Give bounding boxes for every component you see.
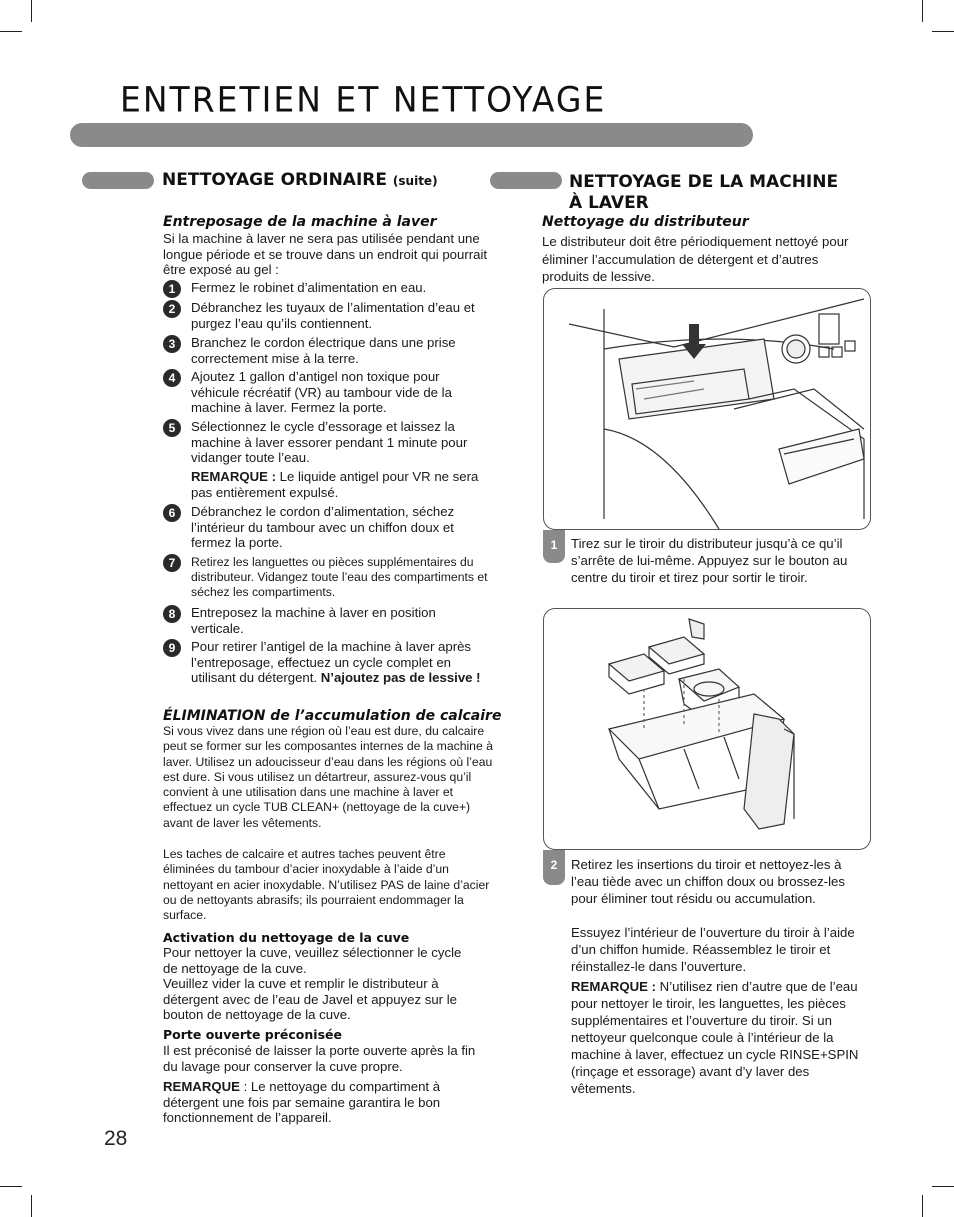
subheading-storage: Entreposage de la machine à laver bbox=[163, 214, 437, 230]
step-number: 8 bbox=[163, 605, 181, 623]
crop-mark bbox=[922, 0, 923, 22]
storage-step: Sélectionnez le cycle d’essorage et laissez la machine à laver essorer pendant 1 minute pour vidanger toute l’eau. bbox=[191, 419, 468, 465]
storage-step: Débranchez les tuyaux de l’alimentation d’eau et purgez l’eau qu’ils contiennent. bbox=[191, 300, 475, 331]
subheading-dispenser: Nettoyage du distributeur bbox=[542, 214, 749, 230]
section-heading-ordinary: NETTOYAGE ORDINAIRE (suite) bbox=[162, 170, 438, 190]
subheading-door: Porte ouverte préconisée bbox=[163, 1027, 342, 1042]
crop-mark bbox=[0, 1186, 22, 1187]
washer-icon bbox=[544, 289, 871, 530]
step-tab-1: 1 bbox=[543, 530, 565, 563]
crop-mark bbox=[932, 1186, 954, 1187]
step2-paragraph-1: Retirez les insertions du tiroir et nettoyez-les à l’eau tiède avec un chiffon doux ou brossez-les pour éliminer tout résidu ou accumulation. bbox=[571, 857, 845, 906]
title-bar bbox=[70, 123, 753, 147]
limescale-paragraph-1: Si vous vivez dans une région où l’eau est dure, du calcaire peut se former sur les composantes internes de la machine à laver. Utilisez un adoucisseur d’eau dans les régions où l’eau est dure. Si vous utilisez un détartreur, assurez-vous qu’il convient à une utilisation dans une machine à laver et effectuez un cycle TUB CLEAN+ (nettoyage de la cuve+) avant de laver les vêtements. bbox=[163, 724, 493, 830]
storage-intro: Si la machine à laver ne sera pas utilisée pendant une longue période et se trouve dans un endroit qui pourrait être exposé au gel : bbox=[163, 231, 488, 277]
page-number: 28 bbox=[104, 1127, 128, 1150]
section-pill bbox=[82, 172, 154, 189]
crop-mark bbox=[31, 1195, 32, 1217]
step-number: 3 bbox=[163, 335, 181, 353]
storage-step: Pour retirer l’antigel de la machine à laver après l’entreposage, effectuez un cycle complet en utilisant du détergent. N’ajoutez pas de lessive ! bbox=[191, 639, 481, 685]
limescale-paragraph-2: Les taches de calcaire et autres taches peuvent être éliminées du tambour d’acier inoxydable à l’aide d’un nettoyant en acier inoxydable. N’utilisez PAS de laine d’acier ou de nettoyants abrasifs; ils pourraient endommager la surface. bbox=[163, 847, 490, 923]
storage-step: Fermez le robinet d’alimentation en eau. bbox=[191, 280, 427, 295]
final-note: REMARQUE : Le nettoyage du compartiment à détergent une fois par semaine garantira le bon fonctionnement de l’appareil. bbox=[163, 1079, 441, 1125]
step-number: 5 bbox=[163, 419, 181, 437]
crop-mark bbox=[932, 31, 954, 32]
storage-note: REMARQUE : Le liquide antigel pour VR ne sera pas entièrement expulsé. bbox=[191, 469, 479, 500]
step-number: 2 bbox=[163, 300, 181, 318]
step-number: 7 bbox=[163, 554, 181, 572]
subheading-tub-clean: Activation du nettoyage de la cuve bbox=[163, 930, 410, 945]
tub-paragraph-1: Pour nettoyer la cuve, veuillez sélectionner le cycle de nettoyage de la cuve. bbox=[163, 945, 462, 976]
storage-step: Entreposez la machine à laver en position verticale. bbox=[191, 605, 436, 636]
section-pill bbox=[490, 172, 562, 189]
section-heading-machine: NETTOYAGE DE LA MACHINE À LAVER bbox=[569, 172, 839, 213]
step2-note: REMARQUE : N’utilisez rien d’autre que de l’eau pour nettoyer le tiroir, les languettes, les pièces supplémentaires et l’ouverture du tiroir. Si un nettoyeur quelconque coule à l’intérieur de la machine à laver, effectuez un cycle RINSE+SPIN (rinçage et essorage) avant d’y laver des vêtements. bbox=[571, 979, 859, 1096]
page-title: ENTRETIEN ET NETTOYAGE bbox=[120, 79, 607, 120]
crop-mark bbox=[31, 0, 32, 22]
drawer-icon bbox=[544, 609, 871, 850]
dispenser-intro: Le distributeur doit être périodiquement nettoyé pour éliminer l’accumulation de détergent et d’autres produits de lessive. bbox=[542, 234, 849, 284]
tub-paragraph-2: Veuillez vider la cuve et remplir le distributeur à détergent avec de l’eau de Javel et appuyez sur le bouton de nettoyage de la cuve. bbox=[163, 976, 457, 1022]
step-number: 1 bbox=[163, 280, 181, 298]
step-tab-2: 2 bbox=[543, 850, 565, 885]
door-paragraph: Il est préconisé de laisser la porte ouverte après la fin du lavage pour conserver la cuve propre. bbox=[163, 1043, 476, 1074]
storage-step: Branchez le cordon électrique dans une prise correctement mise à la terre. bbox=[191, 335, 456, 366]
crop-mark bbox=[0, 31, 22, 32]
step-number: 9 bbox=[163, 639, 181, 657]
step-number: 4 bbox=[163, 369, 181, 387]
washer-dispenser-illustration bbox=[543, 288, 871, 530]
step2-paragraph-2: Essuyez l’intérieur de l’ouverture du tiroir à l’aide d’un chiffon humide. Réassemblez le tiroir et réinstallez-le dans l’ouverture. bbox=[571, 925, 855, 974]
storage-step: Débranchez le cordon d’alimentation, séchez l’intérieur du tambour avec un chiffon doux et fermez la porte. bbox=[191, 504, 455, 550]
storage-step: Retirez les languettes ou pièces supplémentaires du distributeur. Vidangez toute l’eau des compartiments et séchez les compartiments. bbox=[191, 555, 488, 599]
step1-text: Tirez sur le tiroir du distributeur jusqu’à ce qu’il s’arrête de lui-même. Appuyez sur le bouton au centre du tiroir et tirez pour sortir le tiroir. bbox=[571, 536, 848, 585]
storage-step: Ajoutez 1 gallon d’antigel non toxique pour véhicule récréatif (VR) au tambour vide de la machine à laver. Fermez la porte. bbox=[191, 369, 452, 415]
crop-mark bbox=[922, 1195, 923, 1217]
drawer-parts-illustration bbox=[543, 608, 871, 850]
step-number: 6 bbox=[163, 504, 181, 522]
subheading-limescale: ÉLIMINATION de l’accumulation de calcaire bbox=[163, 708, 502, 724]
